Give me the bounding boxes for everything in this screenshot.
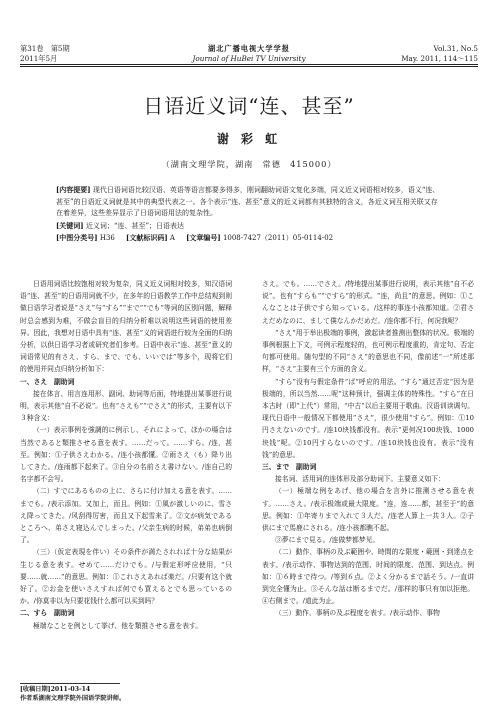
body-paragraph: （二）すでにあるものの上に、さらに付け加える意を表す。……までも。/表示添加。又加上，而且。例如：①風が激しいのに、雪さえ降ってきた。/风刮得厉害，而且又下起雪来了。②文が病気であるところへ、弟さえ寝込んでしまった。/父亲生病的时候，弟弟也病倒了。 xyxy=(20,487,232,545)
body-right-column xyxy=(262,278,474,620)
doc-code-value: A xyxy=(169,234,175,242)
footnote xyxy=(20,685,125,703)
journal-name: 湖北广播电视大学学报 xyxy=(208,44,290,53)
volume-number-en: Vol.31, No.5 xyxy=(433,44,478,53)
clc-value: H36 xyxy=(99,234,115,242)
volume-issue: 第31卷 第5期 xyxy=(20,44,70,53)
section-heading-sae: 一、さえ 副助词 xyxy=(20,377,75,386)
abstract-summary xyxy=(56,184,444,220)
body-paragraph: （三）（仮定表現を伴い）その条件が満たされれば十分な結果が生じる意を表す。せめて……だけでも。/与假定形呼应使用，“只要……就……”的意思。例如：①これさえあれば楽だ。/只要有这个就好了。②お金を使いさえすれば何でも買えるとでも思っているのか。/你莫非以为只要花钱什么都可以买到吗？ xyxy=(20,548,232,606)
summary-label: [内容提要] xyxy=(56,185,91,194)
intro-paragraph: 日语用词语比较饱相对较为复杂，同义近义词相对较多，知汉语词语“连、甚至”的日语用词就不少，在多年的日语教学工作中总结观到则做日语学习者说是“さえ”与“すら”“まで”“でも”等词的区别问题，解释时总会感到为难，不做会盲目的归纳分析难以说明这些词语的使用差异。因此，我想对日语中具有“连、甚至”义的词语进行较为全面的归纳分析，以供日语学习者或研究者们参考。日语中表示“连、甚至”意义的词语常见的有さえ、すら、まで、でも、いいでは”等多个，现将它们的使用并同点归纳分析如下： xyxy=(20,280,232,374)
body-paragraph: 接名词、活用词的连体形及部分助词下。主要意义如下： xyxy=(275,475,445,484)
keywords-text: 近义词；“连、甚至”；日语表达 xyxy=(85,221,185,230)
body-left-column xyxy=(20,278,232,632)
article-number-value: 1008-7427（2011）05-0114-02 xyxy=(222,234,334,242)
abstract-classification xyxy=(56,232,444,245)
article-title: 日语近义词“连、甚至” xyxy=(143,94,355,118)
received-date: [收稿日期]2011-03-14 xyxy=(20,686,91,693)
header-rule-bottom xyxy=(20,66,478,67)
keywords-label: [关键词] xyxy=(56,220,84,230)
author-name: 谢 彩 虹 xyxy=(216,132,282,146)
section-heading-made: 三、まで 副助词 xyxy=(262,463,317,472)
body-paragraph: （一）極端な例をあげ、他の場合を言外に推測させる意を表す。……さえ。/表示极端或最大限度。“连，连……都，甚至于”的意思。例如：①年寄りまで入れて３人だ。/连老人算上一共３人。②子供にまで馬鹿にされる。/连小孩都瞧不起。 xyxy=(262,487,474,533)
abstract-block xyxy=(56,184,444,245)
body-paragraph: （三）動作、事柄の及ぶ程度を表す。/表示动作、事物 xyxy=(275,609,440,618)
author-affiliation: （湖南文理学院，湖南 常德 415000） xyxy=(161,159,337,169)
body-paragraph: 接在体言、用言连用形、副词、助词等后面，特地提出某事进行说明，表示其他“自不必说”。也有“さえも”“でさえ”的形式，主要有以下３种含义： xyxy=(20,389,232,423)
body-paragraph: “さえ”用于举出极端的事例，激起读者推测出整体的状况。极端的事例根据上下文，可例示程度轻的，也可例示程度重的，肯定句、否定句都可使用。随句型的不同“さえ”的意思也不同，像前述“一”所述那样，“さえ”主要有三个方面的含义。 xyxy=(262,328,474,374)
body-paragraph: “すら”没有与假定条件“ば”呼应的用法。“すら”通过否定“因为是极端的，所以当然……呢”这种预计，强调主体的特殊性。“すら”在日本古时（即“上代”）常用，“中古”以后主要用于歌曲。汉语训读调句。现代日语中一般情况下都使用“さえ”，很少使用“すら”。例如：①10円さえないのです。/连10块钱都没有。表示“更何况100块钱、1000块钱”呢。②10円すらないのです。/连10块钱也没有。表示“没有钱”的意思。 xyxy=(262,377,474,459)
date-pages-en: May. 2011, 114～115 xyxy=(401,54,478,63)
body-paragraph: （二）動作、事柄の及ぶ範囲や、時間的な限度・範囲・到達点を表す。/表示动作、事物达到的范围、时间的限度、范围、到达点。例如：①６時まで待つ。/等到６点。②よく分かるまで話そう。/一直讲到完全懂为止。③そんな話は断るまでだ。/那样的事只有加以拒绝。④右側まで。/道此为止。 xyxy=(262,548,474,606)
body-paragraph: 極端なことを例として挙げ、他を類推させる意を表す。 xyxy=(33,621,203,630)
author-bio: 作者系湖南文理学院外国语学院讲师。 xyxy=(20,695,126,702)
body-paragraph: さえ。でも。……でさえ。/特地提出某事进行说明，表示其他“自不必说”。也有“すらも”“ですら”的形式。“连，尚且”的意思。例如：①こんなことは子供ですら知っている。/这样的事连小孩都知道。②君さえだめなのに、まして僕なんかだめだ。/连你都不行，何况我呢？ xyxy=(262,280,474,325)
section-heading-sura: 二、すら 副助词 xyxy=(20,609,75,618)
journal-name-english: Journal of HuBei TV University xyxy=(192,54,306,63)
footnote-rule xyxy=(20,683,120,684)
summary-text: 现代日语词语比较汉语、英语等语言都要多得多，刚词翻助词语文复化多端，同义近义词语相对较多，语义“连、甚至”的日语近义词就是其中的典型代表之一。各个表示“连、甚至”意义的近义词都有其独特的含义，各近义词互相关联又存在着差异，这些差异显示了日语词语用法的复杂性。 xyxy=(56,186,440,217)
header-rule-top xyxy=(20,64,478,65)
doc-code-label: [文献标识码] xyxy=(126,233,168,242)
article-number-label: [文章编号] xyxy=(186,233,221,242)
body-paragraph: ③夢にまで見る。/连做梦都梦见。 xyxy=(275,536,380,545)
clc-label: [中图分类号] xyxy=(56,233,98,242)
issue-date: 2011年5月 xyxy=(20,54,58,63)
body-paragraph: （一）表示事例を強調的に例示し、それによって、ほかの場合は当然であると類推させる意を表す。……だって。……すら。/连，甚至。例如：①子供さえわかる。/连小孩都懂。②雨さえ（も）降り出してきた。/连雨都下起来了。③自分の名前さえ書けない。/连自己的名字都不会写。 xyxy=(20,426,232,484)
abstract-keywords xyxy=(56,220,444,233)
